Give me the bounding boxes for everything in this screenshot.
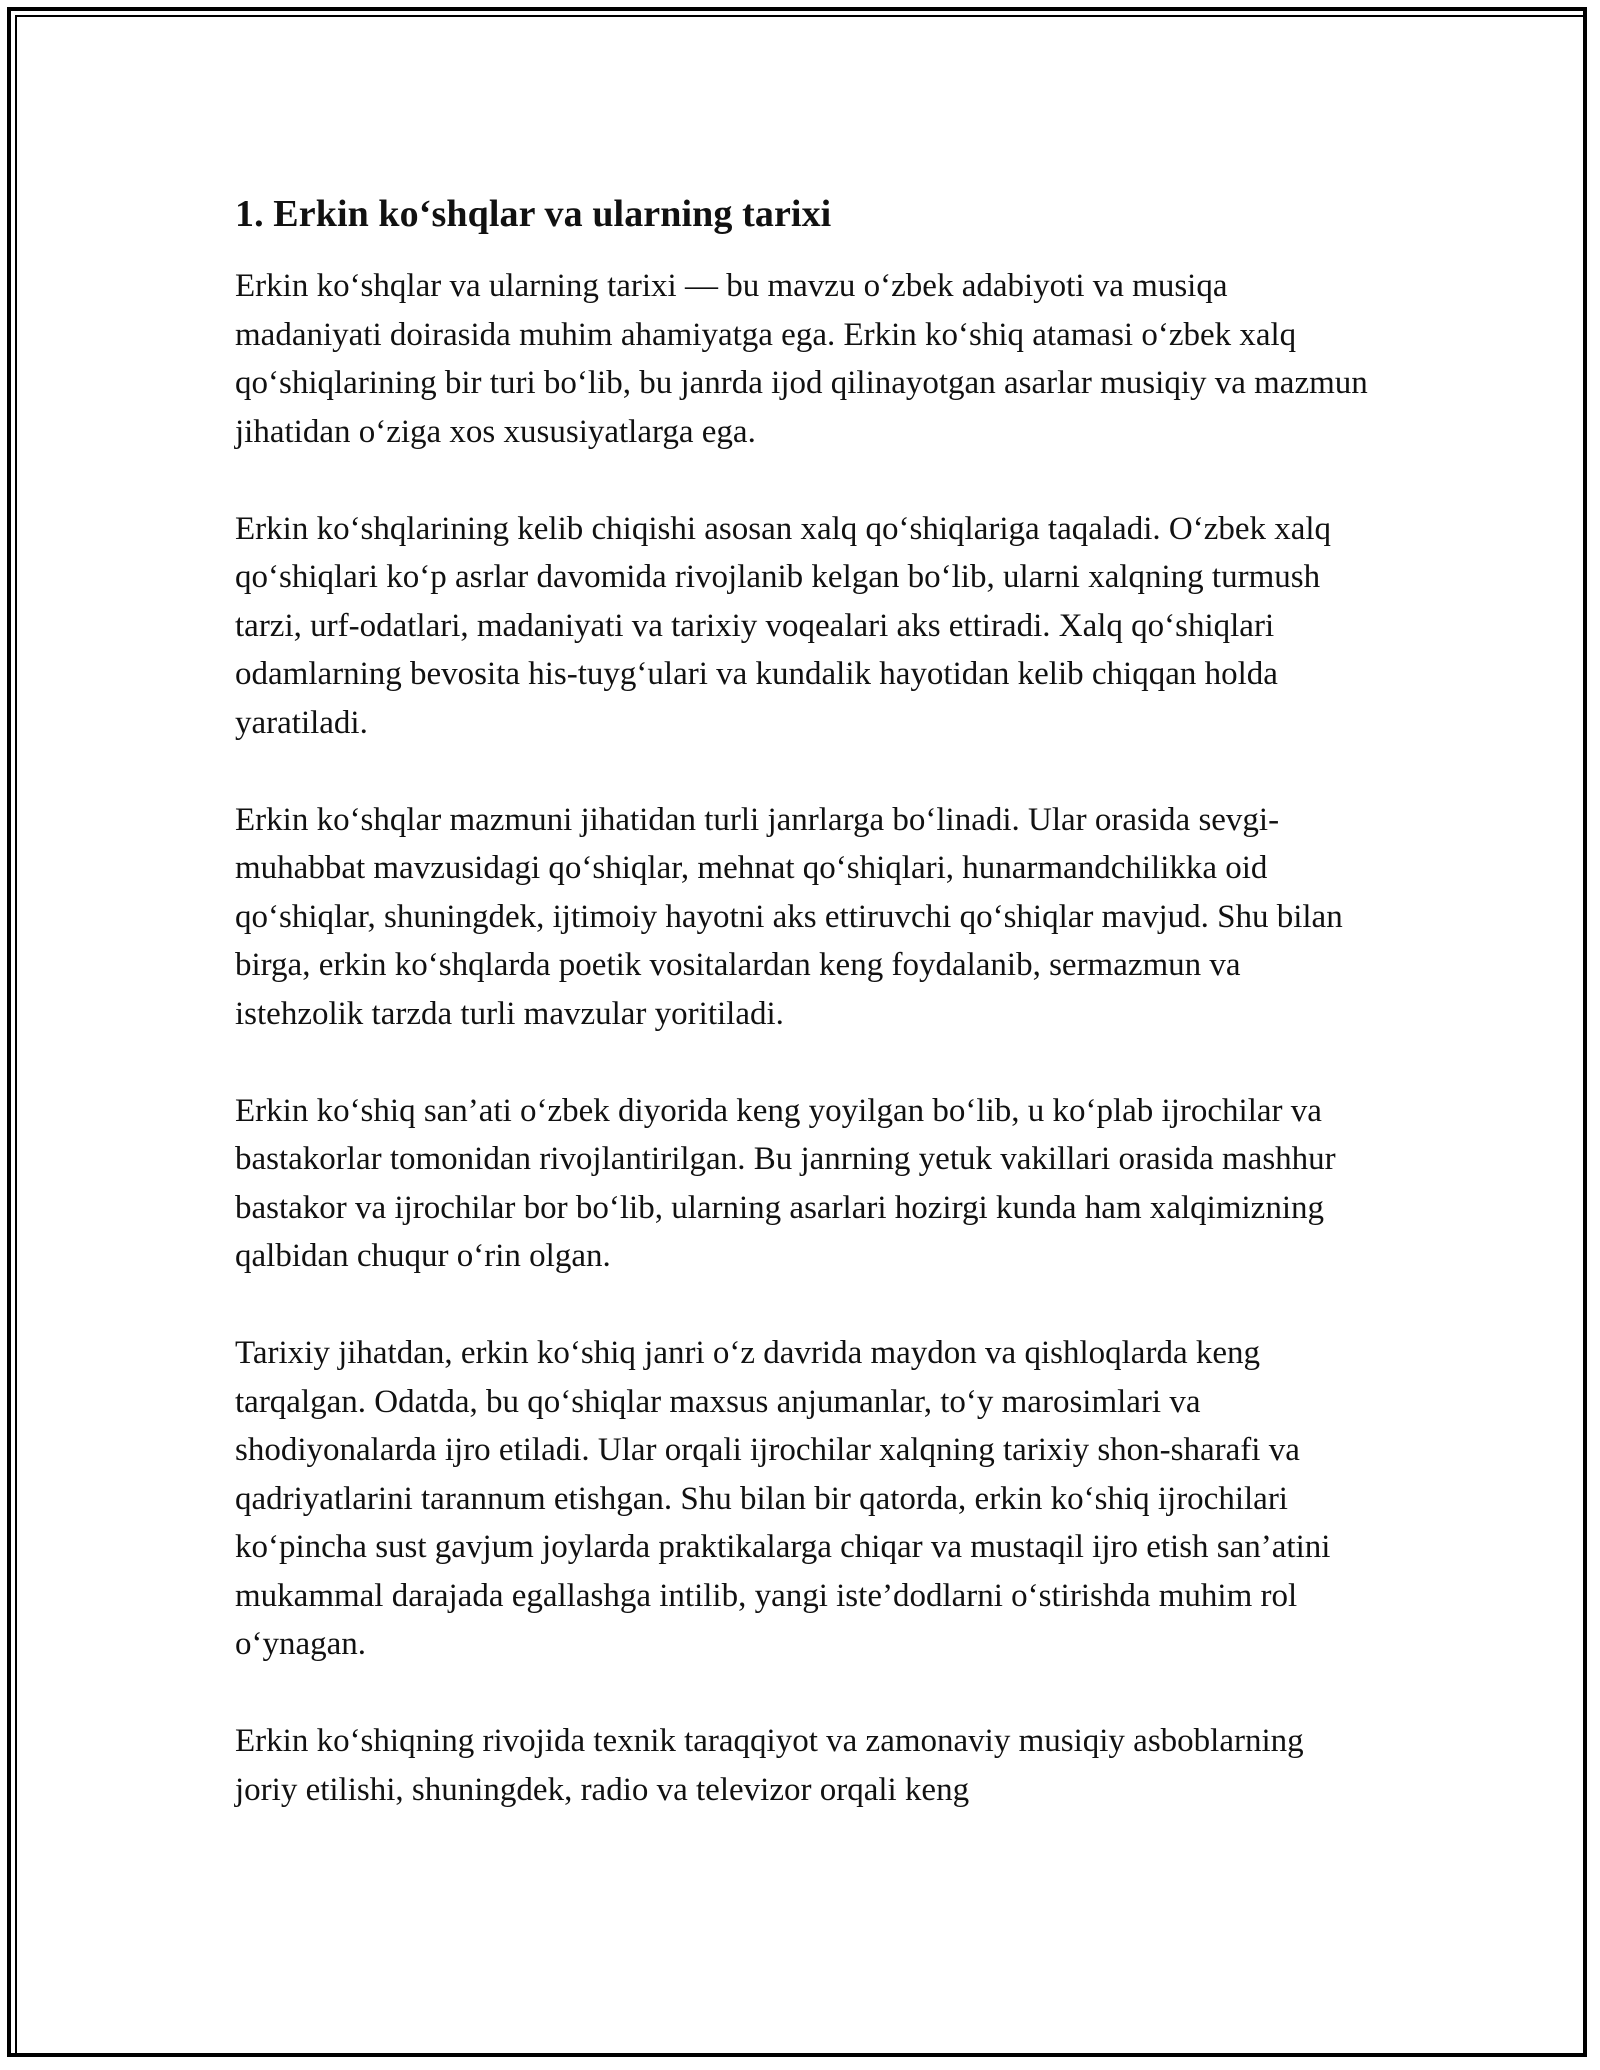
paragraph: Tarixiy jihatdan, erkin ko‘shiq janri o‘z davrida maydon va qishloqlarda keng tarqalgan. Odatda, bu qo‘shiqlar maxsus anjumanlar, to‘y marosimlari va shodiyonalarda ijro etiladi. Ular orqali ijrochilar xalqning tarixiy shon-sharafi va qadriyatlarini tarannum etishgan. Shu bilan bir qatorda, erkin ko‘shiq ijrochilari ko‘pincha sust gavjum joylarda praktikalarga chiqar va mustaqil ijro etish san’atini mukammal darajada egallashga intilib, yangi iste’dodlarni o‘stirishda muhim rol o‘ynagan. bbox=[235, 1335, 1331, 1662]
paragraph: Erkin ko‘shqlar mazmuni jihatidan turli janrlarga bo‘linadi. Ular orasida sevgi-muhabbat mavzusidagi qo‘shiqlar, mehnat qo‘shiqlari, hunarmandchilikka oid qo‘shiqlar, shuningdek, ijtimoiy hayotni aks ettiruvchi qo‘shiqlar mavjud. Shu bilan birga, erkin ko‘shqlarda poetik vositalardan keng foydalanib, sermazmun va istehzolik tarzda turli mavzular yoritiladi. bbox=[235, 801, 1343, 1032]
paragraph: Erkin ko‘shiq san’ati o‘zbek diyorida keng yoyilgan bo‘lib, u ko‘plab ijrochilar va bastakorlar tomonidan rivojlantirilgan. Bu janrning yetuk vakillari orasida mashhur bastakor va ijrochilar bor bo‘lib, ularning asarlari hozirgi kunda ham xalqimizning qalbidan chuqur o‘rin olgan. bbox=[235, 1092, 1336, 1274]
paragraph: Erkin ko‘shqlarining kelib chiqishi asosan xalq qo‘shiqlariga taqaladi. O‘zbek xalq qo‘shiqlari ko‘p asrlar davomida rivojlanib kelgan bo‘lib, ularni xalqning turmush tarzi, urf-odatlari, madaniyati va tarixiy voqealari aks ettiradi. Xalq qo‘shiqlari odamlarning bevosita his-tuyg‘ulari va kundalik hayotidan kelib chiqqan holda yaratiladi. bbox=[235, 510, 1332, 741]
paragraph: Erkin ko‘shqlar va ularning tarixi — bu mavzu o‘zbek adabiyoti va musiqa madaniyati doirasida muhim ahamiyatga ega. Erkin ko‘shiq atamasi o‘zbek xalq qo‘shiqlarining bir turi bo‘lib, bu janrda ijod qilinayotgan asarlar musiqiy va mazmun jihatidan o‘ziga xos xususiyatlarga ega. bbox=[235, 268, 1368, 450]
section-heading: 1. Erkin ko‘shqlar va ularning tarixi bbox=[235, 193, 832, 235]
document-body bbox=[235, 186, 1370, 1863]
paragraph: Erkin ko‘shiqning rivojida texnik taraqqiyot va zamonaviy musiqiy asboblarning joriy etilishi, shuningdek, radio va televizor orqali keng bbox=[235, 1723, 1304, 1808]
